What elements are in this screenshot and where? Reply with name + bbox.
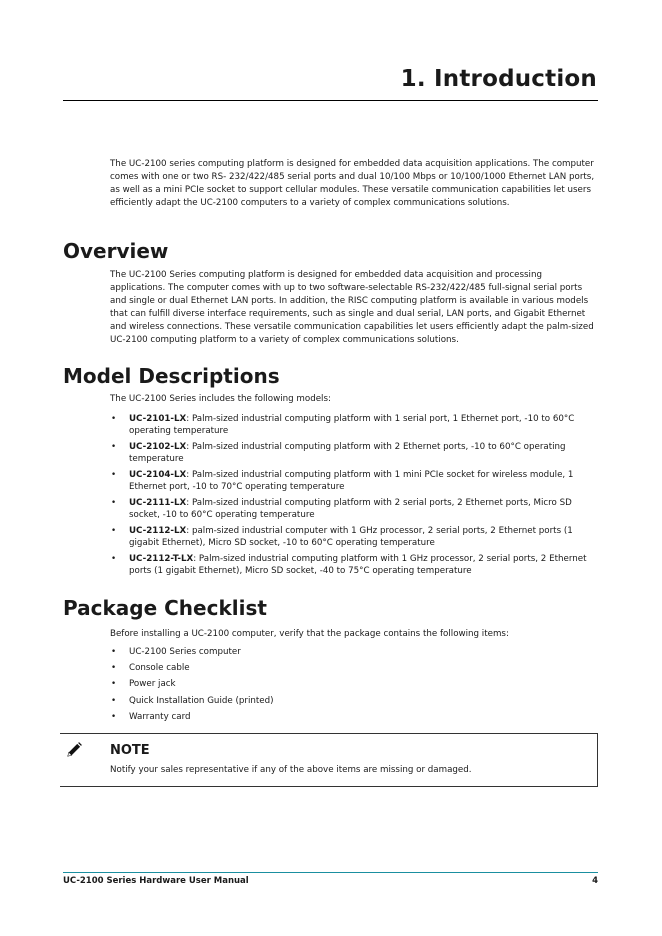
models-intro: The UC-2100 Series includes the following models: — [110, 394, 331, 404]
footer-rule — [63, 872, 598, 873]
model-list — [110, 413, 598, 581]
model-name: UC-2112-T-LX — [129, 554, 194, 564]
chapter-title: 1. Introduction — [400, 66, 597, 92]
overview-paragraph: The UC-2100 Series computing platform is designed for embedded data acquisition and processing applications. The computer comes with up to two software-selectable RS-232/422/485 full-signal serial ports and single or dual Ethernet LAN ports. In addition, the RISC computing platform is available in various models that can fulfill diverse interface requirements, such as single and dual serial, LAN ports, and Gigabit Ethernet and wireless connections. These versatile communication capabilities let users efficiently adapt the palm-sized UC-2100 computing platform to a variety of complex communications solutions. — [110, 270, 594, 345]
chapter-rule — [63, 100, 598, 101]
list-item — [110, 646, 598, 658]
bullet-icon: • — [111, 679, 117, 690]
checklist-item-text: UC-2100 Series computer — [129, 647, 241, 657]
model-description: : Palm-sized industrial computing platform with 2 serial ports, 2 Ethernet ports, Micro SD socket, -10 to 60°C operating temperature — [129, 498, 572, 520]
list-item — [110, 497, 598, 521]
model-name: UC-2102-LX — [129, 442, 187, 452]
list-item — [110, 711, 598, 723]
bullet-icon: • — [111, 647, 117, 657]
model-description: : Palm-sized industrial computing platform with 1 GHz processor, 2 serial ports, 2 Ethernet ports (1 gigabit Ethernet), Micro SD socket, -40 to 75°C operating temperature — [129, 554, 587, 576]
page-number: 4 — [592, 876, 598, 886]
note-title: NOTE — [110, 743, 150, 758]
list-item — [110, 441, 598, 465]
list-item — [110, 553, 598, 577]
list-item — [110, 695, 598, 707]
checklist-intro: Before installing a UC-2100 computer, verify that the package contains the following items: — [110, 629, 509, 639]
intro-paragraph: The UC-2100 series computing platform is designed for embedded data acquisition applications. The computer comes with one or two RS- 232/422/485 serial ports and dual 10/100 Mbps or 10/100/1000 Ethernet LAN ports, as well as a mini PCIe socket to support cellular modules. These versatile communication capabilities let users efficiently adapt the UC-2100 computers to a variety of complex communications solutions. — [110, 159, 595, 208]
bullet-icon: • — [111, 414, 117, 424]
note-text: Notify your sales representative if any of the above items are missing or damaged. — [110, 765, 472, 775]
checklist-item-text: Console cable — [129, 663, 190, 674]
model-description: : Palm-sized industrial computing platform with 1 mini PCIe socket for wireless module, 1 Ethernet port, -10 to 70°C operating temperature — [129, 470, 574, 492]
model-descriptions-heading: Model Descriptions — [63, 364, 280, 388]
model-name: UC-2111-LX — [129, 498, 187, 508]
model-name: UC-2112-LX — [129, 526, 187, 536]
model-name: UC-2104-LX — [129, 470, 187, 480]
bullet-icon: • — [111, 554, 117, 564]
list-item — [110, 525, 598, 549]
model-name: UC-2101-LX — [129, 414, 187, 424]
checklist-item-text: Quick Installation Guide (printed) — [129, 695, 274, 706]
list-item — [110, 469, 598, 493]
bullet-icon: • — [111, 470, 117, 480]
list-item — [110, 413, 598, 437]
bullet-icon: • — [111, 498, 117, 508]
list-item — [110, 662, 598, 674]
bullet-icon: • — [111, 711, 117, 722]
bullet-icon: • — [111, 442, 117, 452]
package-checklist-heading: Package Checklist — [63, 596, 267, 620]
bullet-icon: • — [111, 663, 117, 674]
note-box — [60, 733, 598, 787]
footer-title: UC-2100 Series Hardware User Manual — [63, 876, 249, 886]
list-item — [110, 678, 598, 690]
model-description: : Palm-sized industrial computing platform with 1 serial port, 1 Ethernet port, -10 to 60°C operating temperature — [129, 414, 575, 436]
model-description: : Palm-sized industrial computing platform with 2 Ethernet ports, -10 to 60°C operating temperature — [129, 442, 566, 464]
checklist-item-text: Warranty card — [129, 711, 191, 722]
pencil-icon — [65, 741, 83, 759]
bullet-icon: • — [111, 526, 117, 536]
checklist-list — [110, 646, 598, 727]
overview-heading: Overview — [63, 239, 169, 263]
model-description: : palm-sized industrial computer with 1 GHz processor, 2 serial ports, 2 Ethernet ports (1 gigabit Ethernet), Micro SD socket, -10 to 60°C operating temperature — [129, 526, 573, 548]
bullet-icon: • — [111, 695, 117, 706]
checklist-item-text: Power jack — [129, 679, 176, 690]
